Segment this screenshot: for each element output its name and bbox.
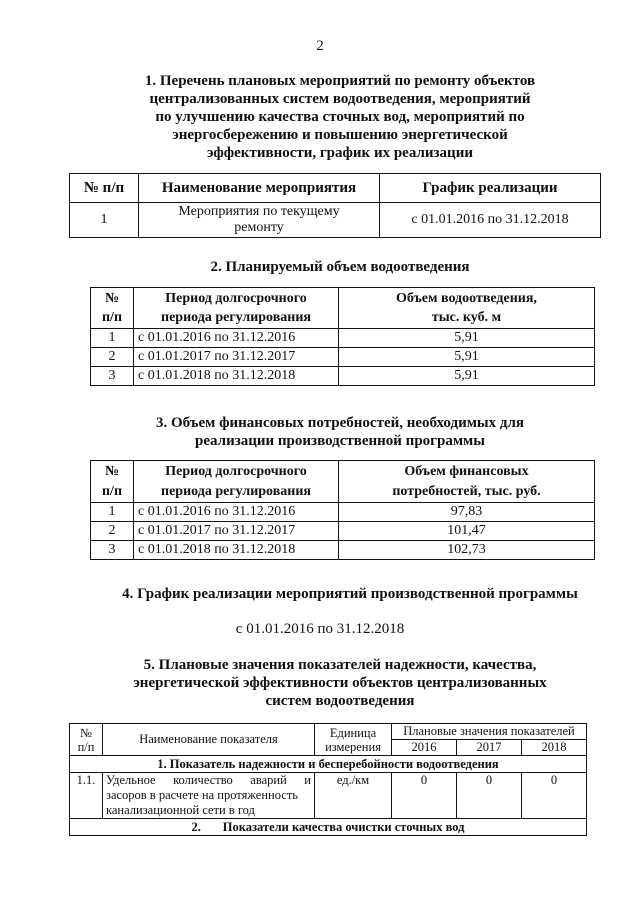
table-header-row [91,461,595,503]
row-num: 3 [91,541,134,560]
row-volume: 5,91 [339,329,595,348]
row-period: с 01.01.2018 по 31.12.2018 [134,367,339,386]
row-period: с 01.01.2016 по 31.12.2016 [134,329,339,348]
header-year-2017: 2017 [456,740,521,756]
row-num: 1 [70,203,139,238]
indicators-table [69,723,587,836]
row-activity-name: Мероприятия по текущему ремонту [139,203,380,238]
table-row [91,503,595,522]
section-2-title: 2. Планируемый объем водоотведения [210,259,470,275]
page-number: 2 [316,38,324,54]
row-num: 1 [91,329,134,348]
section-row [70,756,587,773]
table-row [91,348,595,367]
row-financial-needs: 102,73 [339,541,595,560]
table-row [70,203,601,238]
section-1-title: 1. Перечень плановых мероприятий по ремонту объектов централизованных систем водоотведения, мероприятий по улучшению качества сточных вод, мероприятий по энергосбережению и повышению энергетической эффективности, график их реализации [144,73,536,161]
row-volume: 5,91 [339,367,595,386]
section-5-title: 5. Плановые значения показателей надежности, качества, энергетической эффективности объектов централизованных систем водоотведения [133,657,547,709]
header-num: № п/п [91,288,134,329]
header-indicator-name: Наименование показателя [103,724,315,756]
row-period: с 01.01.2017 по 31.12.2017 [134,348,339,367]
row-financial-needs: 101,47 [339,522,595,541]
header-period: Период долгосрочного периода регулирования [134,288,339,329]
header-year-2018: 2018 [521,740,586,756]
table-row [91,522,595,541]
row-value-2017: 0 [456,773,521,819]
table-header-row [70,174,601,203]
header-num: № п/п [70,724,103,756]
row-num: 3 [91,367,134,386]
header-volume: Объем водоотведения, тыс. куб. м [339,288,595,329]
header-period: Период долгосрочного периода регулирования [134,461,339,503]
section-row [70,819,587,836]
row-period: с 01.01.2017 по 31.12.2017 [134,522,339,541]
row-period: с 01.01.2018 по 31.12.2018 [134,541,339,560]
header-unit: Единица измерения [315,724,392,756]
section-row-reliability: 1. Показатель надежности и бесперебойности водоотведения [70,756,587,773]
table-row [70,773,587,819]
header-year-2016: 2016 [392,740,457,756]
row-num: 2 [91,348,134,367]
row-num: 1 [91,503,134,522]
table-row [91,541,595,560]
section-3-title: 3. Объем финансовых потребностей, необходимых для реализации производственной программы [155,415,525,449]
section-row-treatment-quality: 2. Показатели качества очистки сточных вод [70,819,587,836]
header-schedule: График реализации [380,174,601,203]
row-indicator-name: Удельное количество аварий и засоров в расчете на протяженность канализационной сети в год [103,773,315,819]
table-row [91,329,595,348]
header-planned-values: Плановые значения показателей [392,724,587,740]
row-volume: 5,91 [339,348,595,367]
row-num: 2 [91,522,134,541]
table-row [91,367,595,386]
table-header-row [91,288,595,329]
row-financial-needs: 97,83 [339,503,595,522]
wastewater-volume-table [90,287,595,386]
row-period: с 01.01.2016 по 31.12.2016 [134,503,339,522]
activities-table [69,173,601,238]
section-4-period: с 01.01.2016 по 31.12.2018 [235,621,405,637]
row-value-2016: 0 [392,773,457,819]
section-4-title: 4. График реализации мероприятий производственной программы [122,586,578,602]
header-num: № п/п [70,174,139,203]
row-value-2018: 0 [521,773,586,819]
header-financial-needs: Объем финансовых потребностей, тыс. руб. [339,461,595,503]
row-schedule: с 01.01.2016 по 31.12.2018 [380,203,601,238]
table-header-row [70,724,587,740]
row-unit: ед./км [315,773,392,819]
header-activity-name: Наименование мероприятия [139,174,380,203]
financial-needs-table [90,460,595,560]
row-num: 1.1. [70,773,103,819]
header-num: № п/п [91,461,134,503]
